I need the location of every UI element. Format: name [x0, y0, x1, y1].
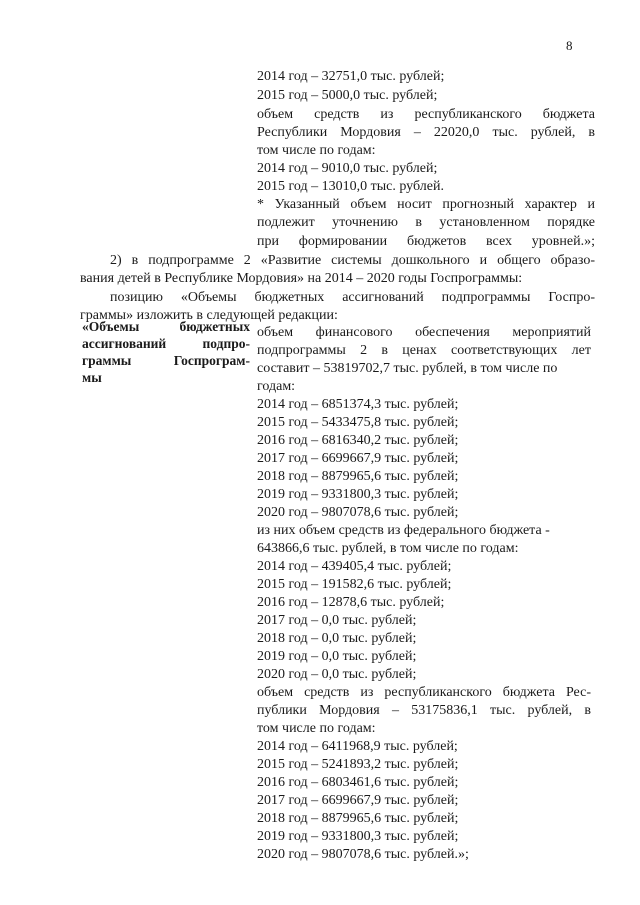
footnote-line: при формировании бюджетов всех уровней.»;: [257, 234, 595, 249]
year-line: 2015 год – 191582,6 тыс. рублей;: [257, 577, 452, 592]
year-line: 2016 год – 6803461,6 тыс. рублей;: [257, 775, 459, 790]
text-line: объем средств из республиканского бюджета Рес-: [257, 685, 591, 700]
year-line: 2018 год – 0,0 тыс. рублей;: [257, 631, 417, 646]
year-line: 2018 год – 8879965,6 тыс. рублей;: [257, 811, 459, 826]
label-line: «Объемы бюджетных: [82, 319, 250, 334]
text-line: подпрограммы 2 в ценах соответствующих лет: [257, 343, 591, 358]
year-line: 2015 год – 5241893,2 тыс. рублей;: [257, 757, 459, 772]
text-line: том числе по годам:: [257, 721, 376, 736]
label-line: ассигнований подпро-: [82, 336, 250, 351]
year-line: 2020 год – 9807078,6 тыс. рублей;: [257, 505, 459, 520]
year-line: 2017 год – 0,0 тыс. рублей;: [257, 613, 417, 628]
year-line: 2017 год – 6699667,9 тыс. рублей;: [257, 451, 459, 466]
label-line: граммы Госпрограм-: [82, 353, 250, 368]
year-line: 2014 год – 6411968,9 тыс. рублей;: [257, 739, 458, 754]
year-line: 2020 год – 9807078,6 тыс. рублей.»;: [257, 847, 469, 862]
text-line: 2015 год – 13010,0 тыс. рублей.: [257, 179, 444, 194]
paragraph-line: граммы» изложить в следующей редакции:: [80, 308, 338, 323]
label-line: мы: [82, 370, 102, 385]
year-line: 2019 год – 9331800,3 тыс. рублей;: [257, 829, 459, 844]
year-line: 2018 год – 8879965,6 тыс. рублей;: [257, 469, 459, 484]
paragraph-line: вания детей в Республике Мордовия» на 2014 – 2020 годы Госпрограммы:: [80, 271, 523, 286]
footnote-line: подлежит уточнению в установленном порядке: [257, 215, 595, 230]
text-line: публики Мордовия – 53175836,1 тыс. рублей, в: [257, 703, 591, 718]
year-line: 2014 год – 6851374,3 тыс. рублей;: [257, 397, 459, 412]
position-label: [82, 318, 252, 386]
year-line: 2017 год – 6699667,9 тыс. рублей;: [257, 793, 459, 808]
year-line: 2016 год – 12878,6 тыс. рублей;: [257, 595, 445, 610]
text-line: годам:: [257, 379, 296, 394]
year-line: 2020 год – 0,0 тыс. рублей;: [257, 667, 417, 682]
year-line: 2019 год – 9331800,3 тыс. рублей;: [257, 487, 459, 502]
year-line: 2016 год – 6816340,2 тыс. рублей;: [257, 433, 459, 448]
text-line: 2015 год – 5000,0 тыс. рублей;: [257, 88, 438, 103]
text-line: 2014 год – 32751,0 тыс. рублей;: [257, 69, 445, 84]
year-line: 2015 год – 5433475,8 тыс. рублей;: [257, 415, 459, 430]
year-line: 2014 год – 439405,4 тыс. рублей;: [257, 559, 452, 574]
text-line: из них объем средств из федерального бюджета -: [257, 523, 550, 538]
text-line: объем финансового обеспечения мероприятий: [257, 325, 591, 340]
text-line: Республики Мордовия – 22020,0 тыс. рублей, в: [257, 125, 595, 140]
year-line: 2019 год – 0,0 тыс. рублей;: [257, 649, 417, 664]
text-line: 643866,6 тыс. рублей, в том числе по годам:: [257, 541, 519, 556]
text-line: объем средств из республиканского бюджета: [257, 107, 595, 122]
text-line: 2014 год – 9010,0 тыс. рублей;: [257, 161, 438, 176]
text-line: том числе по годам:: [257, 143, 376, 158]
footnote-line: * Указанный объем носит прогнозный характер и: [257, 197, 595, 212]
paragraph-line: позицию «Объемы бюджетных ассигнований подпрограммы Госпро-: [110, 290, 595, 305]
paragraph-line: 2) в подпрограмме 2 «Развитие системы дошкольного и общего образо-: [110, 253, 595, 268]
text-line: составит – 53819702,7 тыс. рублей, в том числе по: [257, 361, 558, 376]
page-number: 8: [566, 38, 573, 53]
